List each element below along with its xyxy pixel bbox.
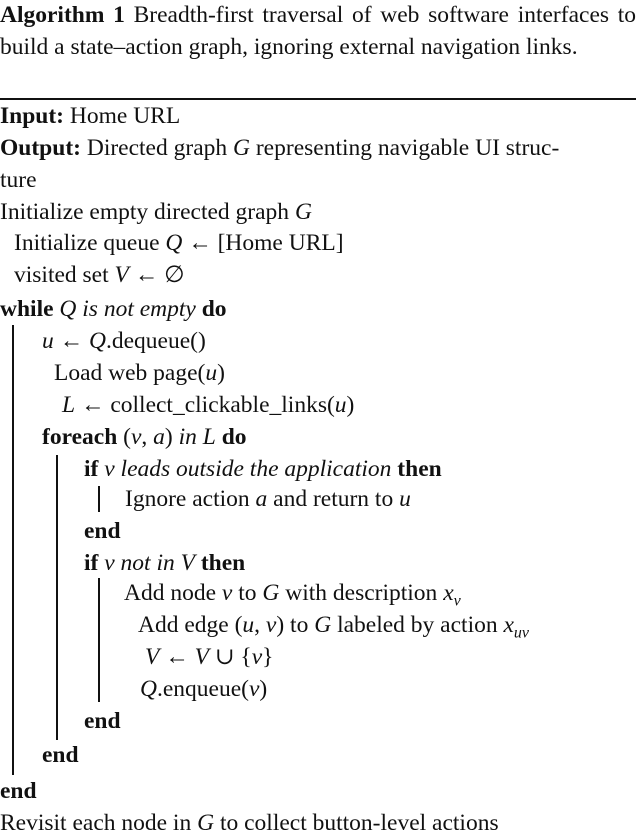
line-segment: Q [59,296,77,322]
algorithm-line [145,642,273,672]
line-segment: Input: [0,103,70,129]
foreach-block-bar [56,455,58,740]
algorithm-caption [0,0,636,63]
algorithm-line [54,358,225,388]
algorithm-label: Algorithm 1 [0,2,125,28]
line-segment: V [180,550,195,576]
line-segment: Q [89,328,106,354]
algorithm-line [0,776,37,806]
algorithm-line [0,165,37,195]
line-segment: , [141,424,154,450]
line-segment: ) [346,392,355,418]
line-segment: v [221,580,233,606]
line-segment: ← collect_clickable_links( [75,392,335,418]
algorithm-line [14,228,344,258]
line-segment: .dequeue() [105,328,206,354]
caption-rule [0,98,636,100]
line-segment: Revisit each node in [0,810,198,836]
line-segment: a [255,486,268,512]
algorithm-line [42,740,79,770]
line-segment: ) [217,360,225,386]
line-segment: in [172,424,203,450]
algorithm-line [0,197,312,227]
line-segment: end [84,518,121,544]
line-segment: u [399,486,411,512]
line-segment: ← [159,644,195,670]
line-segment: Add edge ( [138,612,243,638]
line-segment: a [153,424,165,450]
line-segment: ← [Home URL] [182,230,344,256]
line-segment: Add node [124,580,222,606]
line-segment: ture [0,167,37,193]
line-segment: V [114,262,129,288]
line-segment: with description [279,580,444,606]
line-segment: G [233,135,250,161]
line-segment: and return to [267,486,400,512]
line-segment: V [194,644,209,670]
if-outside-block-bar [98,486,100,512]
algorithm-line [0,808,499,838]
line-segment: Initialize queue [14,230,166,256]
algorithm-line [84,548,245,578]
line-segment: labeled by action [331,612,504,638]
line-segment: ∪ { [208,644,252,670]
line-segment: v [265,612,277,638]
line-segment: ← [53,328,89,354]
line-segment: leads outside the application [114,456,398,482]
line-segment: v [251,644,263,670]
line-segment: .enqueue( [156,676,249,702]
line-segment: V [145,644,160,670]
line-segment: visited set [14,262,115,288]
line-segment: do [201,296,227,322]
line-segment: x [443,580,454,606]
line-segment: v [248,676,260,702]
line-segment: do [215,424,247,450]
line-segment: if [84,456,105,482]
line-segment: representing navigable UI struc- [249,135,560,161]
algorithm-line [0,294,227,324]
line-segment: G [197,810,215,836]
line-segment: u [42,328,54,354]
algorithm-line [125,484,411,514]
algorithm-line [14,260,185,290]
if-not-visited-block-bar [98,578,100,702]
line-segment: foreach [42,424,124,450]
line-segment: to collect button-level actions [214,810,499,836]
algorithm-line [84,706,121,736]
algorithm-line [62,390,354,420]
line-segment: to [232,580,263,606]
line-segment: , [254,612,266,638]
line-segment: v [104,456,115,482]
line-segment: not in [114,550,181,576]
line-segment: end [0,778,37,804]
line-segment: ) to [276,612,315,638]
line-segment: v [130,424,142,450]
line-segment: u [242,612,255,638]
algorithm-line [140,674,267,704]
line-segment: Output: [0,135,87,161]
algorithm-line [42,422,247,452]
line-segment: L [202,424,216,450]
line-segment: L [62,392,76,418]
line-segment: end [84,708,121,734]
algorithm-line [0,101,180,131]
line-segment: G [314,612,332,638]
line-segment: Home URL [69,103,181,129]
line-segment: is not empty [76,296,202,322]
line-segment: u [205,360,218,386]
algorithm-line [84,516,121,546]
line-segment: Q [140,676,157,702]
line-segment: ) [259,676,268,702]
line-segment: ← ∅ [128,262,185,288]
line-segment: then [397,456,442,482]
line-segment: if [84,550,105,576]
line-segment: u [334,392,347,418]
line-segment: v [453,592,461,610]
line-segment: end [42,742,79,768]
line-segment: G [294,199,312,225]
line-segment: Initialize empty directed graph [0,199,295,225]
algorithm-line [0,133,559,163]
line-segment: ( [123,424,131,450]
line-segment: x [503,612,514,638]
line-segment: } [262,644,274,670]
line-segment: uv [513,624,530,642]
line-segment: v [104,550,115,576]
line-segment: ) [164,424,173,450]
algorithm-line [42,326,206,356]
line-segment: Load web page( [54,360,206,386]
while-block-bar [12,325,14,775]
algorithm-line [84,454,442,484]
line-segment: G [262,580,280,606]
line-segment: then [194,550,246,576]
line-segment: while [0,296,60,322]
line-segment: Ignore action [125,486,256,512]
line-segment: Q [165,230,183,256]
line-segment: Directed graph [86,135,233,161]
algorithm-caption-text: Breadth-first traversal of web software interfaces to build a state–action graph, ignoring external navigation links. [0,2,636,60]
